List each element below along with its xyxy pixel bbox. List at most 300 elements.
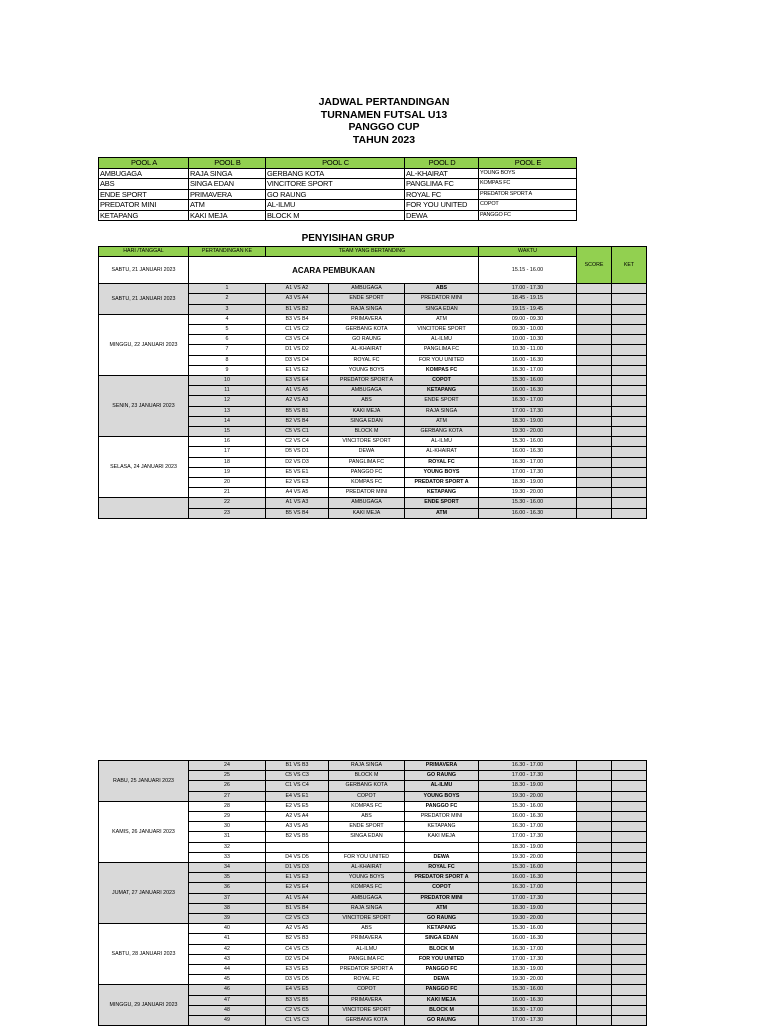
match-row [99,314,647,324]
match-time: 09.30 - 10.00 [479,325,577,335]
team-home: SINGA EDAN [329,416,405,426]
score-cell[interactable] [577,791,612,801]
match-code: A1 VS A4 [266,893,329,903]
team-away: GO RAUNG [405,771,479,781]
header-score: SCORE [577,247,612,284]
team-home: PREDATOR SPORT A [329,965,405,975]
match-code: C1 VS C3 [266,1016,329,1026]
pool-team: GO RAUNG [266,189,405,200]
team-away: SINGA EDAN [405,304,479,314]
pool-team: PANGGO FC [479,210,577,221]
score-cell[interactable] [577,427,612,437]
pool-header: POOL A [99,158,189,169]
ket-cell[interactable] [612,954,647,964]
pool-header-row [99,158,577,169]
score-cell[interactable] [577,822,612,832]
score-cell[interactable] [577,1016,612,1026]
score-cell[interactable] [577,416,612,426]
match-time: 15.30 - 16.00 [479,498,577,508]
ket-cell[interactable] [612,478,647,488]
ket-cell[interactable] [612,893,647,903]
match-time: 18.30 - 19.00 [479,416,577,426]
score-cell[interactable] [577,498,612,508]
match-number: 9 [189,365,266,375]
score-cell[interactable] [577,355,612,365]
ket-cell[interactable] [612,365,647,375]
ket-cell[interactable] [612,842,647,852]
team-home: ENDE SPORT [329,294,405,304]
pool-header: POOL C [266,158,405,169]
team-away: DEWA [405,975,479,985]
header-ket: KET [612,247,647,284]
score-cell[interactable] [577,873,612,883]
team-away: ENDE SPORT [405,396,479,406]
score-cell[interactable] [577,386,612,396]
score-cell[interactable] [577,304,612,314]
match-time: 16.00 - 16.30 [479,386,577,396]
pool-team: KETAPANG [99,210,189,221]
match-code: C5 VS C3 [266,771,329,781]
match-code: E5 VS E1 [266,467,329,477]
team-away: KAKI MEJA [405,995,479,1005]
team-away: COPOT [405,376,479,386]
team-away: YOUNG BOYS [405,791,479,801]
match-time: 19.15 - 19.45 [479,304,577,314]
match-time: 16.30 - 17.00 [479,457,577,467]
score-cell[interactable] [577,985,612,995]
score-cell[interactable] [577,284,612,294]
match-time: 16.30 - 17.00 [479,944,577,954]
team-away: FOR YOU UNITED [405,954,479,964]
ket-cell[interactable] [612,883,647,893]
match-number: 8 [189,355,266,365]
team-home: ABS [329,812,405,822]
ket-cell[interactable] [612,437,647,447]
match-time: 16.00 - 16.30 [479,447,577,457]
match-code [266,842,329,852]
team-away: ROYAL FC [405,457,479,467]
match-time: 16.30 - 17.00 [479,365,577,375]
match-number: 42 [189,944,266,954]
match-time: 16.00 - 16.30 [479,508,577,518]
team-away: RAJA SINGA [405,406,479,416]
team-home: KAKI MEJA [329,406,405,416]
match-number: 33 [189,852,266,862]
match-code: B3 VS B4 [266,314,329,324]
team-home: PANGLIMA FC [329,457,405,467]
match-row [99,863,647,873]
match-number: 40 [189,924,266,934]
match-code: A1 VS A2 [266,284,329,294]
match-number: 13 [189,406,266,416]
match-time: 15.30 - 16.00 [479,376,577,386]
match-number: 28 [189,801,266,811]
score-cell[interactable] [577,406,612,416]
day-cell: SABTU, 21 JANUARI 2023 [99,257,189,284]
schedule-header-row [99,247,647,257]
ket-cell[interactable] [612,314,647,324]
ket-cell[interactable] [612,1016,647,1026]
match-time: 16.30 - 17.00 [479,396,577,406]
ket-cell[interactable] [612,924,647,934]
match-code: B1 VS B4 [266,903,329,913]
team-away: PRIMAVERA [405,761,479,771]
match-row [99,761,647,771]
pool-team: BLOCK M [266,210,405,221]
match-number: 21 [189,488,266,498]
pool-team: AL-KHAIRAT [405,168,479,179]
score-cell[interactable] [577,781,612,791]
match-number: 22 [189,498,266,508]
team-home: PREDATOR SPORT A [329,376,405,386]
team-away: VINCITORE SPORT [405,325,479,335]
score-cell[interactable] [577,934,612,944]
team-away: KETAPANG [405,924,479,934]
ket-cell[interactable] [612,771,647,781]
score-cell[interactable] [577,842,612,852]
team-away: AL-KHAIRAT [405,447,479,457]
match-row [99,985,647,995]
match-number: 41 [189,934,266,944]
score-cell[interactable] [577,478,612,488]
match-number: 10 [189,376,266,386]
pool-team: GERBANG KOTA [266,168,405,179]
pool-team: SINGA EDAN [189,179,266,190]
ket-cell[interactable] [612,873,647,883]
team-home: PANGGO FC [329,467,405,477]
match-number: 31 [189,832,266,842]
match-time: 16.00 - 16.30 [479,873,577,883]
ket-cell[interactable] [612,345,647,355]
day-cell: SABTU, 28 JANUARI 2023 [99,924,189,985]
match-code: E1 VS E2 [266,365,329,375]
team-away: ABS [405,284,479,294]
match-code: E4 VS E1 [266,791,329,801]
match-time: 19.30 - 20.00 [479,488,577,498]
match-code: C1 VS C2 [266,325,329,335]
score-cell[interactable] [577,965,612,975]
match-code: E2 VS E4 [266,883,329,893]
match-code: E1 VS E3 [266,873,329,883]
match-code: B1 VS B3 [266,761,329,771]
pool-team: ABS [99,179,189,190]
match-number: 43 [189,954,266,964]
team-away: ATM [405,314,479,324]
match-time: 15.30 - 16.00 [479,985,577,995]
match-code: E4 VS E5 [266,985,329,995]
match-time: 16.00 - 16.30 [479,934,577,944]
match-number: 19 [189,467,266,477]
team-away: ROYAL FC [405,863,479,873]
team-home: KOMPAS FC [329,801,405,811]
match-number: 4 [189,314,266,324]
title-line-3: PANGGO CUP [348,121,420,133]
ket-cell[interactable] [612,488,647,498]
score-cell[interactable] [577,508,612,518]
ket-cell[interactable] [612,852,647,862]
ket-cell[interactable] [612,791,647,801]
ket-cell[interactable] [612,294,647,304]
ket-cell[interactable] [612,325,647,335]
match-time: 10.30 - 11.00 [479,345,577,355]
team-home: FOR YOU UNITED [329,852,405,862]
score-cell[interactable] [577,863,612,873]
score-cell[interactable] [577,314,612,324]
match-code: E2 VS E3 [266,478,329,488]
day-cell: SENIN, 23 JANUARI 2023 [99,376,189,437]
match-code: A1 VS A5 [266,386,329,396]
team-home: PREDATOR MINI [329,488,405,498]
match-number: 20 [189,478,266,488]
match-number: 3 [189,304,266,314]
match-row [99,924,647,934]
match-number: 6 [189,335,266,345]
team-away: KAKI MEJA [405,832,479,842]
match-time: 18.30 - 19.00 [479,781,577,791]
match-code: A4 VS A5 [266,488,329,498]
match-row [99,284,647,294]
team-away: GO RAUNG [405,1016,479,1026]
match-time: 16.30 - 17.00 [479,761,577,771]
team-home: AMBUGAGA [329,284,405,294]
team-home: AL-KHAIRAT [329,863,405,873]
match-number: 38 [189,903,266,913]
team-away: PREDATOR MINI [405,893,479,903]
match-number: 24 [189,761,266,771]
pool-team: KAKI MEJA [189,210,266,221]
score-cell[interactable] [577,852,612,862]
match-code: C2 VS C5 [266,1005,329,1015]
match-code: D3 VS D5 [266,975,329,985]
match-row [99,437,647,447]
team-away: DEWA [405,852,479,862]
score-cell[interactable] [577,488,612,498]
ket-cell[interactable] [612,781,647,791]
ket-cell[interactable] [612,934,647,944]
match-code: B5 VS B4 [266,508,329,518]
team-home: PRIMAVERA [329,314,405,324]
team-home: DEWA [329,447,405,457]
team-away: GERBANG KOTA [405,427,479,437]
ket-cell[interactable] [612,416,647,426]
match-row [99,801,647,811]
ket-cell[interactable] [612,761,647,771]
match-code: C5 VS C1 [266,427,329,437]
team-home: YOUNG BOYS [329,873,405,883]
team-away: BLOCK M [405,1005,479,1015]
match-number: 47 [189,995,266,1005]
ket-cell[interactable] [612,376,647,386]
ket-cell[interactable] [612,863,647,873]
ket-cell[interactable] [612,447,647,457]
ket-cell[interactable] [612,427,647,437]
score-cell[interactable] [577,1005,612,1015]
team-away: PREDATOR MINI [405,294,479,304]
team-home: VINCITORE SPORT [329,1005,405,1015]
score-cell[interactable] [577,944,612,954]
team-home: GERBANG KOTA [329,325,405,335]
match-number: 36 [189,883,266,893]
match-time: 18.30 - 19.00 [479,903,577,913]
score-cell[interactable] [577,457,612,467]
match-code: B2 VS B3 [266,934,329,944]
match-time: 19.30 - 20.00 [479,791,577,801]
match-time: 15.30 - 16.00 [479,924,577,934]
match-code: C3 VS C4 [266,335,329,345]
title-line-2: TURNAMEN FUTSAL U13 [320,108,448,121]
section-title: PENYISIHAN GRUP [301,233,395,244]
match-code: A3 VS A5 [266,822,329,832]
ket-cell[interactable] [612,995,647,1005]
team-away: AL-ILMU [405,335,479,345]
score-cell[interactable] [577,335,612,345]
team-home: RAJA SINGA [329,903,405,913]
pool-table [98,157,577,221]
team-home: GO RAUNG [329,335,405,345]
team-home: PANGLIMA FC [329,954,405,964]
ket-cell[interactable] [612,335,647,345]
ket-cell[interactable] [612,406,647,416]
score-cell[interactable] [577,893,612,903]
match-number: 11 [189,386,266,396]
match-time: 16.30 - 17.00 [479,1005,577,1015]
ket-cell[interactable] [612,457,647,467]
pool-team: AL-ILMU [266,200,405,211]
pool-row [99,200,577,211]
match-number: 26 [189,781,266,791]
match-number: 12 [189,396,266,406]
team-away: KETAPANG [405,488,479,498]
match-code: C2 VS C3 [266,914,329,924]
score-cell[interactable] [577,365,612,375]
score-cell[interactable] [577,467,612,477]
score-cell[interactable] [577,883,612,893]
match-code: A1 VS A3 [266,498,329,508]
score-cell[interactable] [577,345,612,355]
pool-team: ROYAL FC [405,189,479,200]
match-code: C1 VS C4 [266,781,329,791]
score-cell[interactable] [577,903,612,913]
match-code: A2 VS A5 [266,924,329,934]
team-home: AMBUGAGA [329,893,405,903]
ket-cell[interactable] [612,975,647,985]
score-cell[interactable] [577,325,612,335]
match-code: E2 VS E5 [266,801,329,811]
header-hari: HARI /TANGGAL [99,247,189,257]
score-cell[interactable] [577,761,612,771]
score-cell[interactable] [577,771,612,781]
ket-cell[interactable] [612,1005,647,1015]
match-time: 15.30 - 16.00 [479,437,577,447]
match-time: 17.00 - 17.30 [479,284,577,294]
header-team: TEAM YANG BERTANDING [266,247,479,257]
match-number: 16 [189,437,266,447]
score-cell[interactable] [577,396,612,406]
score-cell[interactable] [577,376,612,386]
pool-team: ATM [189,200,266,211]
score-cell[interactable] [577,294,612,304]
pool-team: COPOT [479,200,577,211]
day-cell: SELASA, 24 JANUARI 2023 [99,437,189,498]
ket-cell[interactable] [612,801,647,811]
score-cell[interactable] [577,975,612,985]
match-number: 2 [189,294,266,304]
day-cell: MINGGU, 29 JANUARI 2023 [99,985,189,1026]
ket-cell[interactable] [612,903,647,913]
match-number: 49 [189,1016,266,1026]
match-code: C4 VS C5 [266,944,329,954]
ket-cell[interactable] [612,944,647,954]
team-away: KETAPANG [405,822,479,832]
ket-cell[interactable] [612,396,647,406]
ket-cell[interactable] [612,832,647,842]
score-cell[interactable] [577,447,612,457]
match-code: E3 VS E4 [266,376,329,386]
ket-cell[interactable] [612,304,647,314]
match-time: 16.00 - 16.30 [479,355,577,365]
score-cell[interactable] [577,832,612,842]
team-home: YOUNG BOYS [329,365,405,375]
ket-cell[interactable] [612,355,647,365]
match-code: A2 VS A4 [266,812,329,822]
ket-cell[interactable] [612,508,647,518]
ket-cell[interactable] [612,386,647,396]
day-cell: SABTU, 21 JANUARI 2023 [99,284,189,315]
pool-team: VINCITORE SPORT [266,179,405,190]
team-away: ENDE SPORT [405,498,479,508]
team-home: COPOT [329,791,405,801]
match-number: 29 [189,812,266,822]
team-home: RAJA SINGA [329,304,405,314]
day-cell: RABU, 25 JANUARI 2023 [99,761,189,802]
match-code: D2 VS D3 [266,457,329,467]
match-number: 15 [189,427,266,437]
ket-cell[interactable] [612,812,647,822]
score-cell[interactable] [577,954,612,964]
score-cell[interactable] [577,812,612,822]
ket-cell[interactable] [612,914,647,924]
ket-cell[interactable] [612,985,647,995]
day-cell: MINGGU, 22 JANUARI 2023 [99,314,189,375]
ket-cell[interactable] [612,822,647,832]
header-pertandingan: PERTANDINGAN KE [189,247,266,257]
team-home: ROYAL FC [329,355,405,365]
ket-cell[interactable] [612,498,647,508]
team-home: RAJA SINGA [329,761,405,771]
score-cell[interactable] [577,914,612,924]
score-cell[interactable] [577,924,612,934]
match-code: D1 VS D3 [266,863,329,873]
match-code: B2 VS B4 [266,416,329,426]
match-number: 44 [189,965,266,975]
team-home: GERBANG KOTA [329,1016,405,1026]
match-code: E3 VS E5 [266,965,329,975]
match-time: 17.00 - 17.30 [479,771,577,781]
match-time: 18.30 - 19.00 [479,842,577,852]
team-home: AMBUGAGA [329,386,405,396]
team-away: PREDATOR SPORT A [405,873,479,883]
team-home: VINCITORE SPORT [329,914,405,924]
score-cell[interactable] [577,801,612,811]
match-time: 09.00 - 09.30 [479,314,577,324]
match-time: 19.30 - 20.00 [479,427,577,437]
score-cell[interactable] [577,995,612,1005]
ket-cell[interactable] [612,467,647,477]
score-cell[interactable] [577,437,612,447]
ket-cell[interactable] [612,284,647,294]
match-time: 19.30 - 20.00 [479,975,577,985]
ket-cell[interactable] [612,965,647,975]
